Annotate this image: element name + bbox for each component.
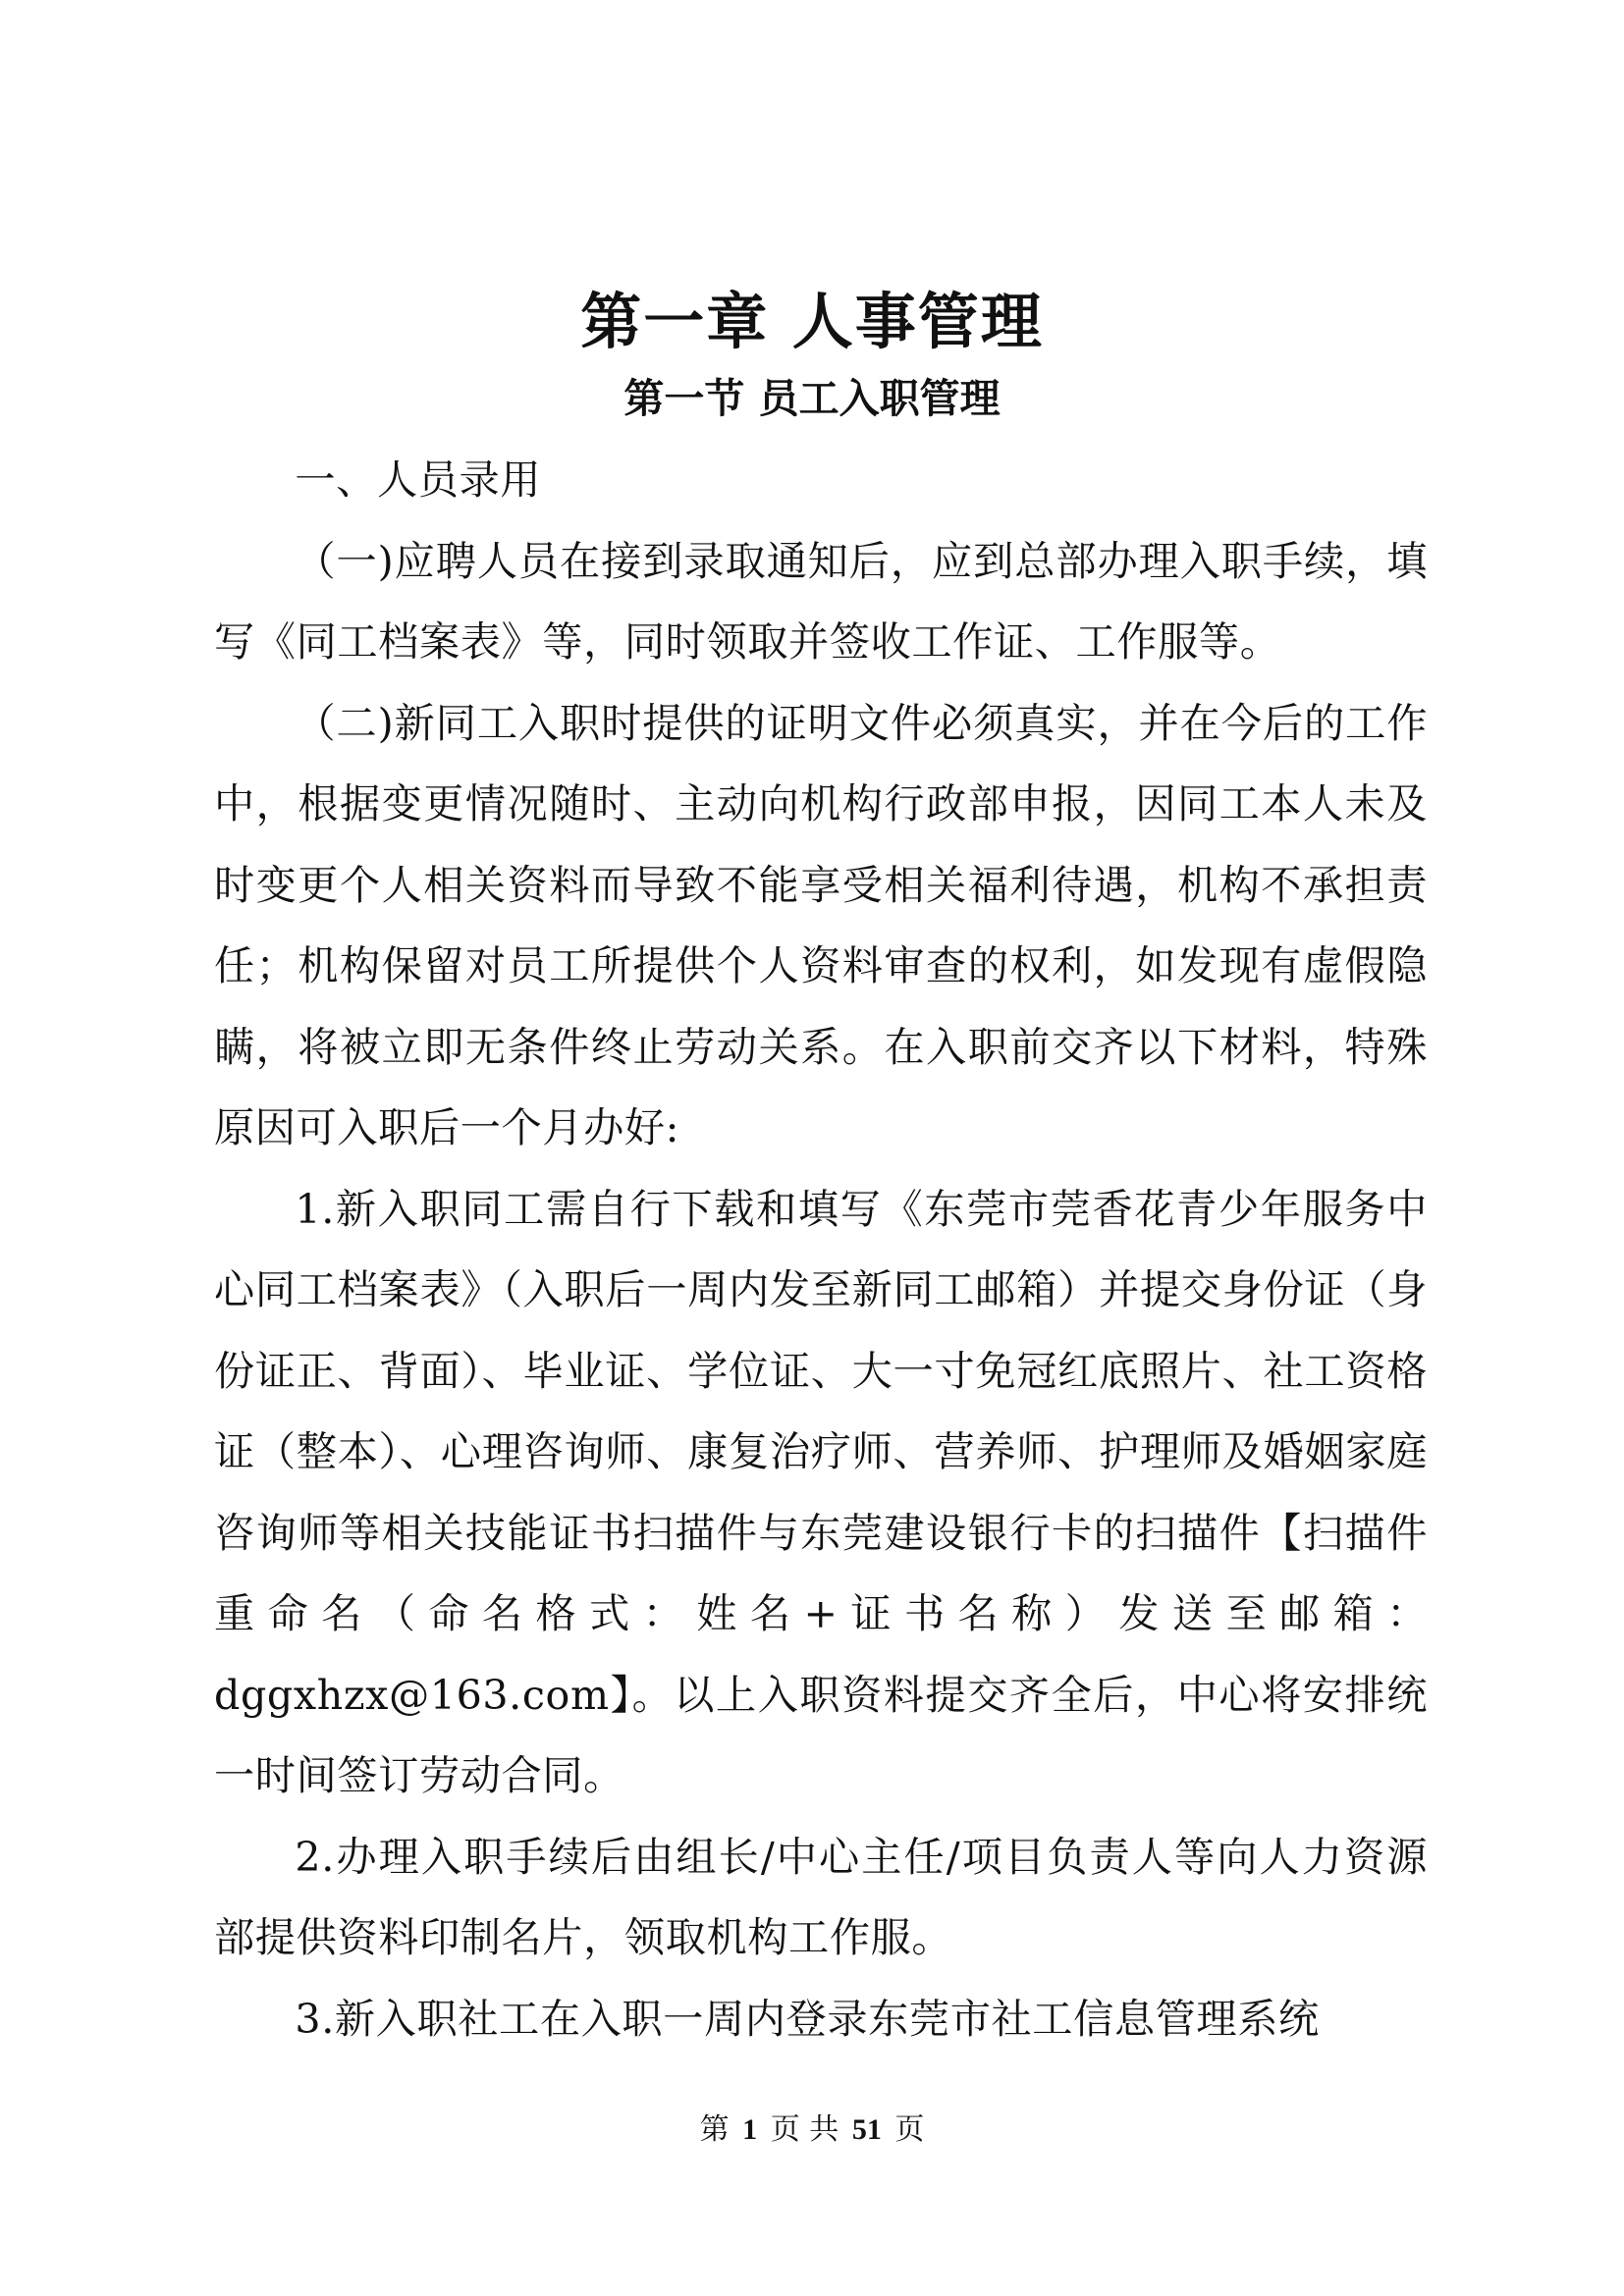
paragraph-1: （一)应聘人员在接到录取通知后，应到总部办理入职手续，填写《同工档案表》等，同时领取并签收工作证、工作服等。 [214,537,1428,666]
body-text [214,440,1428,2059]
paragraph-4: 2.办理入职手续后由组长/中心主任/项目负责人等向人力资源部提供资料印制名片，领取机构工作服。 [214,1833,1428,1961]
footer-middle: 页 共 [770,2112,839,2147]
page-footer [0,2110,1624,2150]
paragraph-2: （二)新同工入职时提供的证明文件必须真实，并在今后的工作中，根据变更情况随时、主动向机构行政部申报，因同工本人未及时变更个人相关资料而导致不能享受相关福利待遇，机构不承担责任；机构保留对员工所提供个人资料审查的权利，如发现有虚假隐瞒，将被立即无条件终止劳动关系。在入职前交齐以下材料，特殊原因可入职后一个月办好: [214,699,1428,1151]
footer-suffix: 页 [894,2112,925,2147]
current-page-number: 1 [742,2113,758,2146]
section-title: 第一节 员工入职管理 [623,375,1001,422]
paragraph-3: 1.新入职同工需自行下载和填写《东莞市莞香花青少年服务中心同工档案表》（入职后一周内发至新同工邮箱）并提交身份证（身份证正、背面）、毕业证、学位证、大一寸免冠红底照片、社工资格证（整本）、心理咨询师、康复治疗师、营养师、护理师及婚姻家庭咨询师等相关技能证书扫描件与东莞建设银行卡的扫描件【扫描件重命名（命名格式：姓名+证书名称）发送至邮箱：dggxhzx@163.com】。以上入职资料提交齐全后，中心将安排统一时间签订劳动合同。 [214,1185,1428,1799]
chapter-title: 第一章 人事管理 [580,286,1044,357]
heading-personnel-recruitment: 一、人员录用 [295,456,542,504]
total-page-count: 51 [851,2113,882,2146]
footer-prefix: 第 [699,2112,730,2147]
paragraph-5: 3.新入职社工在入职一周内登录东莞市社工信息管理系统 [295,1995,1320,2043]
